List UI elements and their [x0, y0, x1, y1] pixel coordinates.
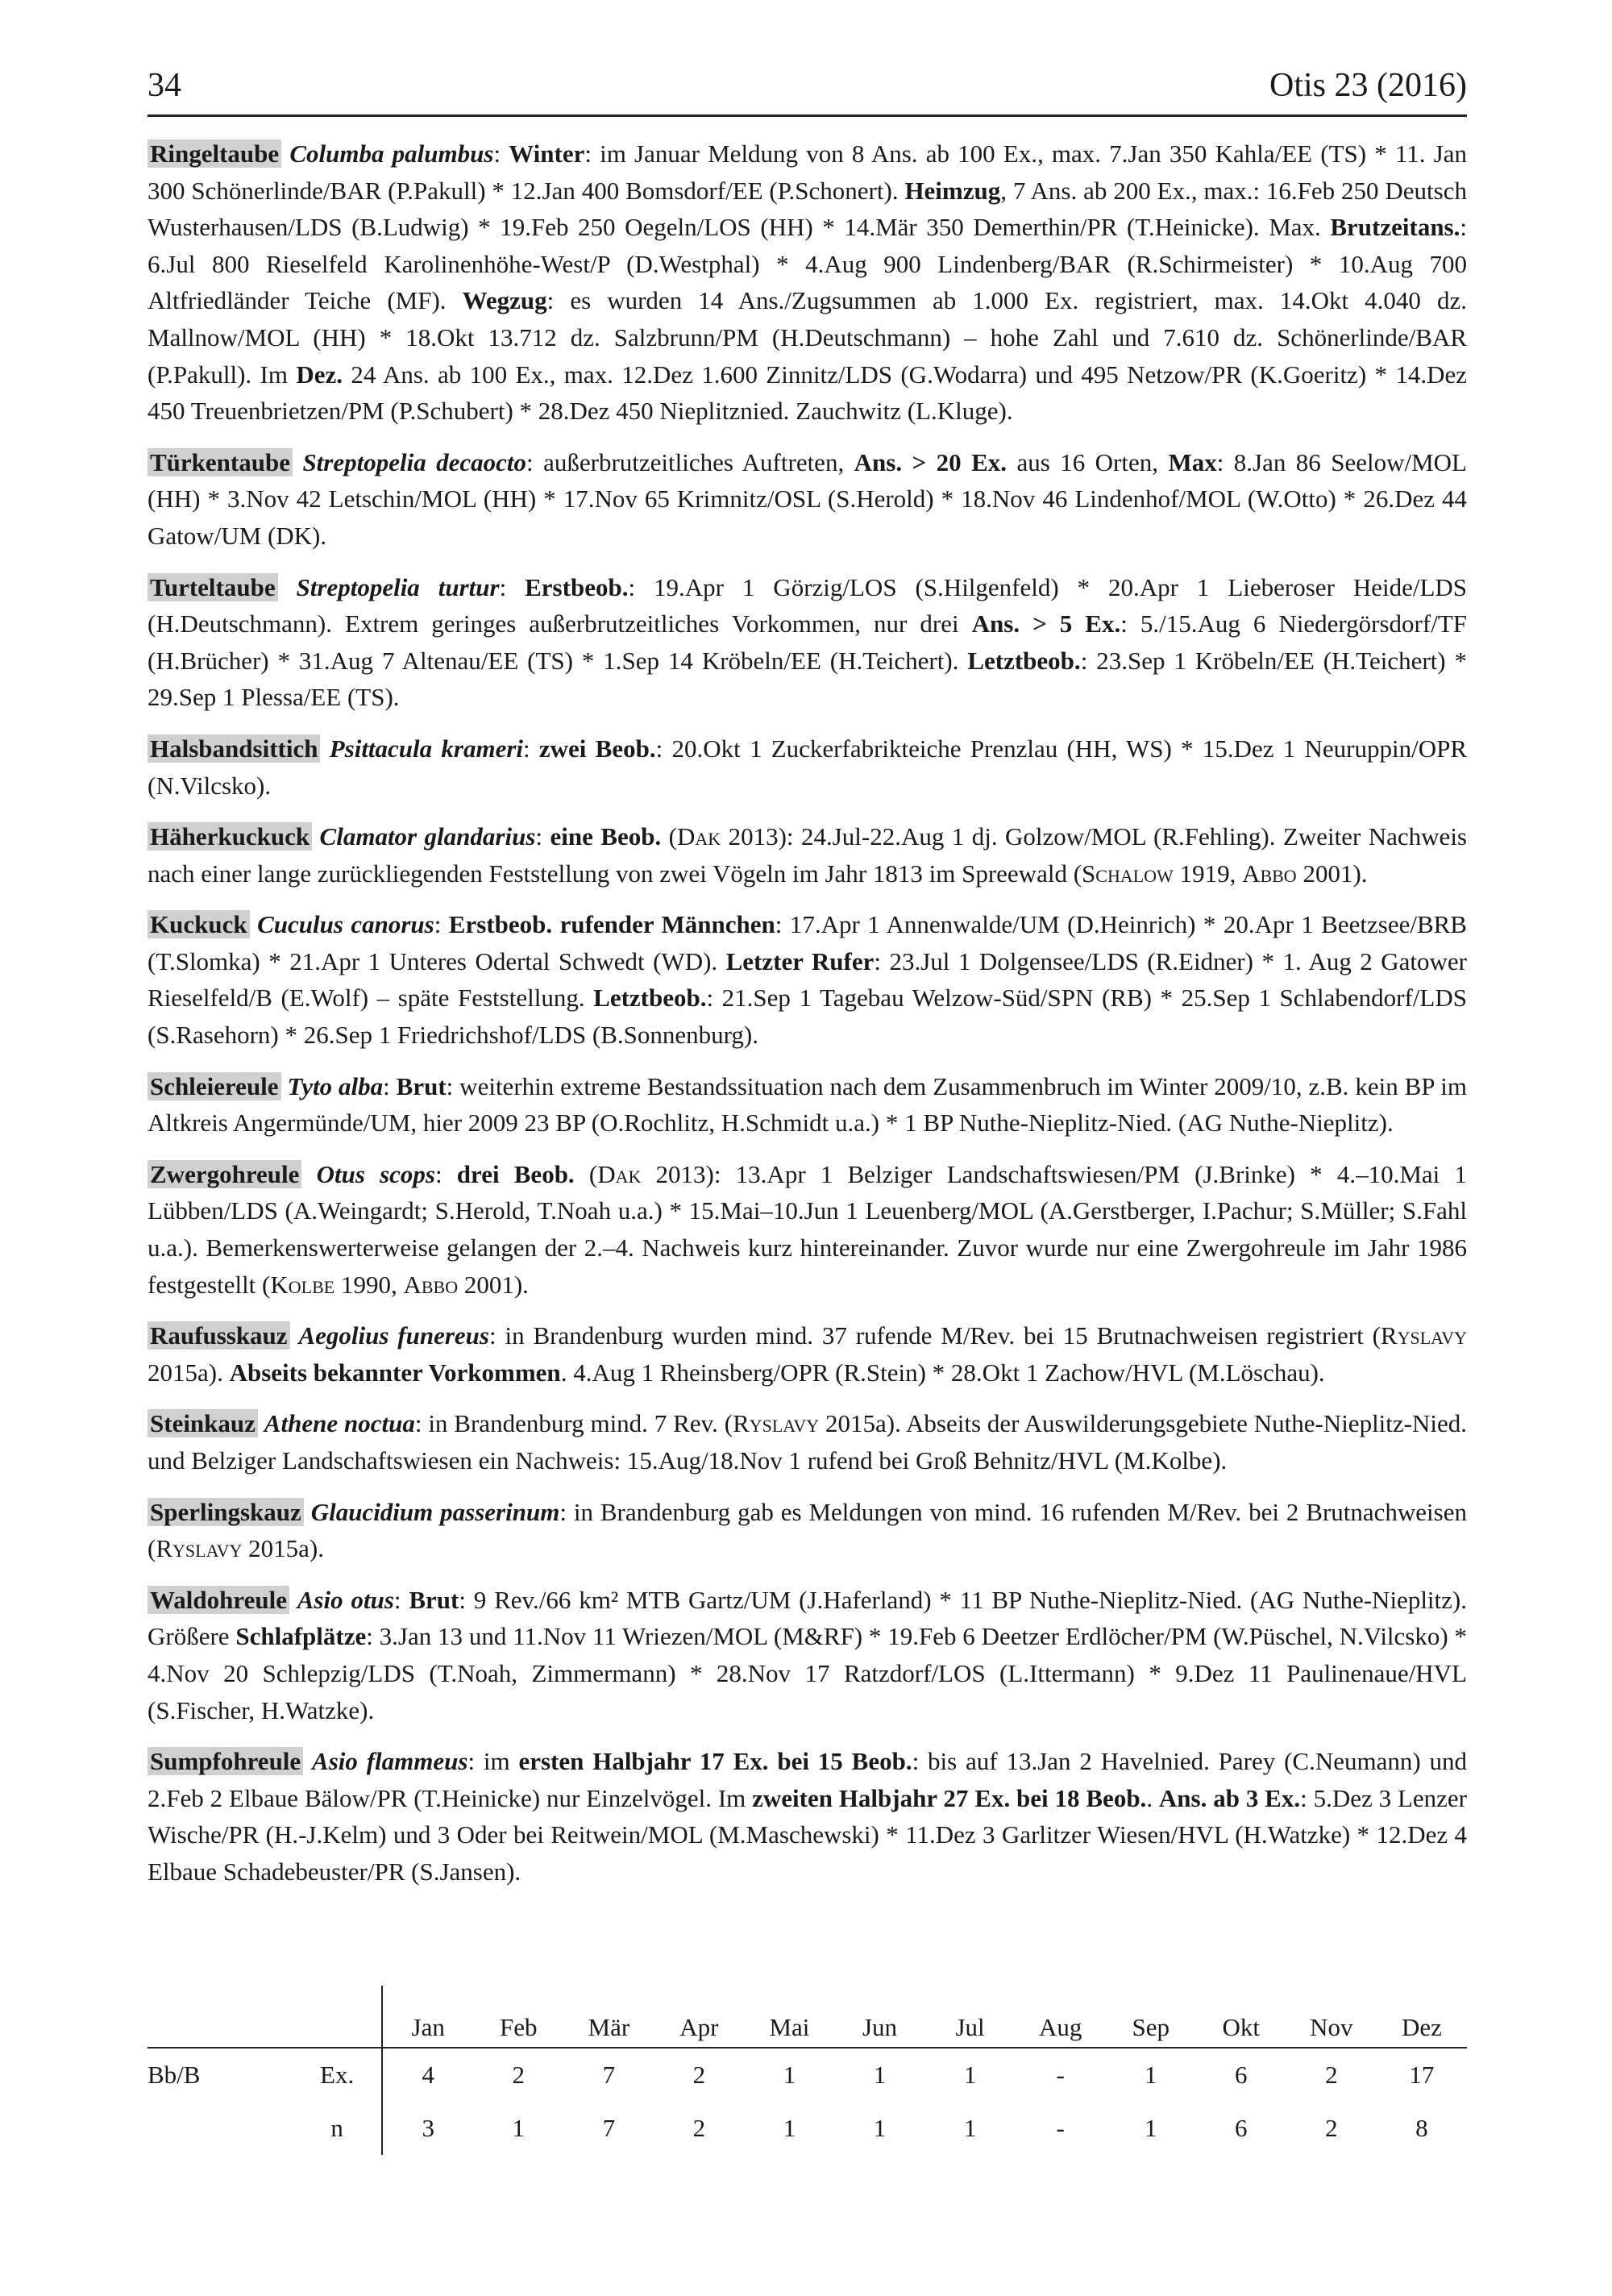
month-header: Jul	[925, 1986, 1016, 2048]
entry-text: : 17.Apr 1 Annenwalde/UM (D.Heinrich) * 20.Apr 1 Beetzsee/BRB (T.Slomka) * 21.Apr 1 Unteres Odertal Schwedt (WD).	[147, 910, 1467, 975]
species-name: Zwergohreule	[147, 1160, 301, 1188]
bold-label: Brut	[409, 1585, 459, 1614]
entry-text: :	[434, 1159, 457, 1188]
table-row	[147, 2048, 1467, 2102]
bold-label: Letztbeob.	[593, 984, 707, 1013]
month-header: Mai	[744, 1986, 834, 2048]
entry-text: 2001).	[458, 1270, 529, 1299]
table-cell: 2	[512, 2061, 526, 2089]
entry-text: :	[523, 734, 539, 763]
species-entry	[147, 1405, 1467, 1479]
entry-text: 2015a). Abseits der Auswilderungsgebiete Nuthe-Nieplitz-Nied. und Belziger Landschaftswiesen ein Nachweis: 15.Aug/18.Nov 1 rufend bei Groß Behnitz/HVL (M.Kolbe).	[147, 1409, 1467, 1475]
table-corner	[147, 1986, 293, 2048]
bold-label: Erstbeob.	[525, 572, 629, 601]
page-number: 34	[147, 67, 181, 104]
table-cell: 6	[1235, 2061, 1248, 2089]
entry-text: : in Brandenburg wurden mind. 37 rufende M/Rev. bei 15 Brutnachweisen registriert (	[489, 1321, 1381, 1350]
table-cell: 7	[602, 2114, 616, 2142]
species-name: Steinkauz	[147, 1409, 258, 1437]
species-entry	[147, 730, 1467, 804]
table-cell: 1	[783, 2061, 796, 2089]
table-cell: -	[1056, 2061, 1065, 2089]
bold-label: drei Beob.	[456, 1159, 575, 1188]
journal-title: Otis 23 (2016)	[1269, 67, 1467, 104]
table-cell: 17	[1409, 2061, 1435, 2089]
bold-label: Abseits bekannter Vorkommen	[229, 1358, 561, 1387]
scientific-name: Streptopelia turtur	[296, 572, 500, 601]
table-cell: 1	[1144, 2061, 1157, 2089]
table-cell: 2	[692, 2061, 706, 2089]
species-accounts	[147, 135, 1467, 1905]
species-entry	[147, 818, 1467, 892]
bold-label: Letztbeob.	[967, 646, 1081, 675]
citation-author: Abbo	[1242, 859, 1297, 888]
entry-text: :	[493, 139, 509, 168]
bold-label: Erstbeob. rufender Männchen	[448, 910, 775, 939]
scientific-name: Aegolius funereus	[298, 1321, 489, 1350]
entry-text: : 8.Jan 86 Seelow/MOL (HH) * 3.Nov 42 Letschin/MOL (HH) * 17.Nov 65 Krimnitz/OSL (S.Herold) * 18.Nov 46 Lindenhof/MOL (W.Otto) * 26.Dez 44 Gatow/UM (DK).	[147, 447, 1467, 550]
entry-text: 2001).	[1296, 859, 1368, 888]
citation-author: Dak	[597, 1159, 642, 1188]
species-name: Türkentaube	[147, 448, 293, 476]
citation-author: Dak	[676, 822, 721, 851]
table-cell: 4	[422, 2061, 434, 2089]
month-header: Dez	[1377, 1986, 1467, 2048]
species-entry	[147, 906, 1467, 1053]
bold-label: Brut	[396, 1071, 447, 1100]
bold-label: Schlafplätze	[235, 1622, 367, 1651]
month-header: Apr	[654, 1986, 744, 2048]
row-unit: n	[293, 2102, 382, 2155]
month-header: Nov	[1286, 1986, 1377, 2048]
row-region: Bb/B	[147, 2061, 201, 2089]
species-entry	[147, 444, 1467, 555]
bold-label: Heimzug	[904, 176, 1001, 205]
bold-label: zweiten Halbjahr 27 Ex. bei 18 Beob.	[752, 1783, 1147, 1812]
species-entry	[147, 1582, 1467, 1728]
entry-text: : 5.Dez 3 Lenzer Wische/PR (H.-J.Kelm) und 3 Oder bei Reitwein/MOL (M.Maschewski) * 11.Dez 3 Garlitzer Wiesen/HVL (H.Watzke) * 12.Dez 4 Elbaue Schadebeuster/PR (S.Jansen).	[147, 1783, 1467, 1886]
species-name: Waldohreule	[147, 1586, 289, 1614]
entry-text: :	[393, 1585, 409, 1614]
scientific-name: Glaucidium passerinum	[310, 1497, 560, 1526]
scientific-name: Tyto alba	[287, 1071, 384, 1100]
entry-text: : 5./15.Aug 6 Niedergörsdorf/TF (H.Brücher) * 31.Aug 7 Altenau/EE (TS) * 1.Sep 14 Kröbeln/EE (H.Teichert).	[147, 609, 1467, 675]
month-header: Aug	[1016, 1986, 1106, 2048]
scientific-name: Clamator glandarius	[319, 822, 536, 851]
entry-text: : in Brandenburg gab es Meldungen von mind. 16 rufenden M/Rev. bei 2 Brutnachweisen (	[147, 1497, 1467, 1563]
table-cell: 1	[963, 2061, 977, 2089]
entry-text: : 20.Okt 1 Zuckerfabrikteiche Prenzlau (HH, WS) * 15.Dez 1 Neuruppin/OPR (N.Vilcsko).	[147, 734, 1467, 800]
entry-text: : außerbrutzeitliches Auftreten,	[526, 447, 854, 476]
scientific-name: Cuculus canorus	[257, 910, 434, 939]
table-cell: 8	[1415, 2114, 1428, 2142]
citation-author: Kolbe	[270, 1270, 335, 1299]
bold-label: Ans. ab 3 Ex.	[1158, 1783, 1301, 1812]
table-row	[147, 2102, 1467, 2155]
entry-text: :	[383, 1071, 397, 1100]
entry-text: : 23.Sep 1 Kröbeln/EE (H.Teichert) * 29.Sep 1 Plessa/EE (TS).	[147, 646, 1467, 712]
entry-text: : in Brandenburg mind. 7 Rev. (	[414, 1409, 733, 1438]
species-entry	[147, 569, 1467, 716]
month-header: Sep	[1106, 1986, 1196, 2048]
entry-text: 1990,	[334, 1270, 404, 1299]
table-cell: 1	[873, 2114, 887, 2142]
table-corner-unit	[293, 1986, 382, 2048]
citation-author: Abbo	[403, 1270, 459, 1299]
entry-text: : 23.Jul 1 Dolgensee/LDS (R.Eidner) * 1. Aug 2 Gatower Rieselfeld/B (E.Wolf) – späte Feststellung.	[147, 946, 1467, 1013]
species-name: Häherkuckuck	[147, 822, 312, 851]
entry-text: :	[499, 572, 526, 601]
scientific-name: Asio flammeus	[312, 1747, 468, 1776]
species-name: Kuckuck	[147, 910, 250, 938]
entry-text: :	[434, 910, 449, 939]
species-name: Sperlingskauz	[147, 1498, 304, 1526]
table-cell: 1	[512, 2114, 526, 2142]
entry-text: : weiterhin extreme Bestandssituation nach dem Zusammenbruch im Winter 2009/10, z.B. kein BP im Altkreis Angermünde/UM, hier 2009 23 BP (O.Rochlitz, H.Schmidt u.a.) * 1 BP Nuthe-Nieplitz-Nied. (AG Nuthe-Nieplitz).	[147, 1071, 1467, 1138]
bold-label: Ans. > 5 Ex.	[971, 609, 1121, 638]
citation-author: Ryslavy	[733, 1409, 820, 1438]
table-cell: 6	[1235, 2114, 1248, 2142]
entry-text: : im	[467, 1747, 519, 1776]
citation-author: Ryslavy	[1380, 1321, 1467, 1350]
bold-label: Max	[1168, 447, 1217, 476]
month-header: Jan	[382, 1986, 473, 2048]
bold-label: Dez.	[296, 360, 343, 389]
entry-text: 2015a).	[242, 1534, 324, 1563]
scientific-name: Psittacula krameri	[329, 734, 524, 763]
species-entry	[147, 1156, 1467, 1303]
month-header: Jun	[834, 1986, 924, 2048]
scientific-name: Columba palumbus	[289, 139, 494, 168]
entry-text: 2013): 13.Apr 1 Belziger Landschaftswiesen/PM (J.Brinke) * 4.–10.Mai 1 Lübben/LDS (A.Weingardt; S.Herold, T.Noah u.a.) * 15.Mai–10.Jun 1 Leuenberg/MOL (A.Gerstberger, I.Pachur; S.Müller; S.Fahl u.a.). Bemerkenswerterweise gelangen der 2.–4. Nachweis kurz hintereinander. Zuvor wurde nur eine Zwergohreule im Jahr 1986 festgestellt (	[147, 1159, 1467, 1299]
table-cell: 1	[873, 2061, 887, 2089]
species-name: Halsbandsittich	[147, 734, 320, 763]
table-header-row	[147, 1986, 1467, 2048]
table-cell: 2	[1325, 2114, 1338, 2142]
table-cell: -	[1056, 2114, 1065, 2142]
month-header: Okt	[1196, 1986, 1286, 2048]
species-name: Raufusskauz	[147, 1321, 290, 1350]
species-entry	[147, 1317, 1467, 1391]
bold-label: Brutzeitans.	[1330, 213, 1460, 242]
entry-text: 2015a).	[147, 1358, 230, 1387]
species-entry	[147, 1494, 1467, 1567]
table-cell: 2	[692, 2114, 706, 2142]
entry-text: (	[661, 822, 677, 851]
citation-author: Ryslavy	[156, 1534, 243, 1563]
table-cell: 3	[422, 2114, 434, 2142]
species-name: Ringeltaube	[147, 139, 281, 168]
entry-text: : 3.Jan 13 und 11.Nov 11 Wriezen/MOL (M&RF) * 19.Feb 6 Deetzer Erdlöcher/PM (W.Püschel, N.Vilcsko) * 4.Nov 20 Schlepzig/LDS (T.Noah, Zimmermann) * 28.Nov 17 Ratzdorf/LOS (L.Ittermann) * 9.Dez 11 Paulinenaue/HVL (S.Fischer, H.Watzke).	[147, 1622, 1467, 1724]
table-cell: 7	[602, 2061, 616, 2089]
entry-text: : 9 Rev./66 km² MTB Gartz/UM (J.Haferland) * 11 BP Nuthe-Nieplitz-Nied. (AG Nuthe-Nieplitz). Größere	[147, 1585, 1467, 1651]
table-cell: 2	[1325, 2061, 1338, 2089]
entry-text: : bis auf 13.Jan 2 Havelnied. Parey (C.Neumann) und 2.Feb 2 Elbaue Bälow/PR (T.Heinicke) nur Einzelvögel. Im	[147, 1747, 1468, 1812]
entry-text: 24 Ans. ab 100 Ex., max. 12.Dez 1.600 Zinnitz/LDS (G.Wodarra) und 495 Netzow/PR (K.Goeritz) * 14.Dez 450 Treuenbrietzen/PM (P.Schubert) * 28.Dez 450 Nieplitznied. Zauchwitz (L.Kluge).	[147, 360, 1467, 426]
entry-text: , 7 Ans. ab 200 Ex., max.: 16.Feb 250 Deutsch Wusterhausen/LDS (B.Ludwig) * 19.Feb 250 Oegeln/LOS (HH) * 14.Mär 350 Demerthin/PR (T.Heinicke). Max.	[147, 176, 1467, 242]
scientific-name: Otus scops	[316, 1159, 435, 1188]
entry-text: (	[574, 1159, 598, 1188]
entry-text: : 6.Jul 800 Rieselfeld Karolinenhöhe-West/P (D.Westphal) * 4.Aug 900 Lindenberg/BAR (R.Schirmeister) * 10.Aug 700 Altfriedländer Teiche (MF).	[147, 213, 1467, 315]
scientific-name: Streptopelia decaocto	[302, 447, 527, 476]
month-header: Mär	[563, 1986, 654, 2048]
species-entry	[147, 135, 1467, 430]
page-header	[147, 66, 1467, 117]
species-name: Turteltaube	[147, 573, 278, 601]
species-name: Schleiereule	[147, 1072, 281, 1100]
bold-label: Winter	[509, 139, 585, 168]
table-cell: 1	[783, 2114, 796, 2142]
entry-text: : 19.Apr 1 Görzig/LOS (S.Hilgenfeld) * 20.Apr 1 Lieberoser Heide/LDS (H.Deutschmann). Extrem geringes außerbrutzeitliches Vorkommen, nur drei	[147, 572, 1468, 638]
entry-text: :	[535, 822, 550, 851]
species-entry	[147, 1743, 1467, 1890]
entry-text: .	[1146, 1783, 1159, 1812]
entry-text: 2013): 24.Jul-22.Aug 1 dj. Golzow/MOL (R.Fehling). Zweiter Nachweis nach einer lange zurückliegenden Feststellung von zwei Vögeln im Jahr 1813 im Spreewald (	[147, 822, 1467, 888]
scientific-name: Athene noctua	[264, 1409, 415, 1438]
row-unit: Ex.	[293, 2048, 382, 2102]
table-cell: 1	[1144, 2114, 1157, 2142]
entry-text: : 21.Sep 1 Tagebau Welzow-Süd/SPN (RB) * 25.Sep 1 Schlabendorf/LDS (S.Rasehorn) * 26.Sep 1 Friedrichshof/LDS (B.Sonnenburg).	[147, 984, 1467, 1050]
table-cell: 1	[963, 2114, 977, 2142]
entry-text: . 4.Aug 1 Rheinsberg/OPR (R.Stein) * 28.Okt 1 Zachow/HVL (M.Löschau).	[560, 1358, 1325, 1387]
entry-text: aus 16 Orten,	[1007, 447, 1169, 476]
bold-label: zwei Beob.	[538, 734, 656, 763]
monthly-stats-table	[147, 1986, 1467, 2155]
species-entry	[147, 1068, 1467, 1142]
entry-text: : es wurden 14 Ans./Zugsummen ab 1.000 Ex. registriert, max. 14.Okt 4.040 dz. Mallnow/MOL (HH) * 18.Okt 13.712 dz. Salzbrunn/PM (H.Deutschmann) – hohe Zahl und 7.610 dz. Schönerlinde/BAR (P.Pakull). Im	[147, 286, 1468, 389]
bold-label: Ans. > 20 Ex.	[854, 447, 1008, 476]
species-name: Sumpfohreule	[147, 1747, 303, 1775]
entry-text: 1919,	[1173, 859, 1243, 888]
citation-author: Schalow	[1082, 859, 1174, 888]
bold-label: ersten Halbjahr 17 Ex. bei 15 Beob.	[518, 1747, 912, 1776]
bold-label: Letzter Rufer	[725, 946, 875, 975]
entry-text: : im Januar Meldung von 8 Ans. ab 100 Ex., max. 7.Jan 350 Kahla/EE (TS) * 11. Jan 300 Schönerlinde/BAR (P.Pakull) * 12.Jan 400 Bomsdorf/EE (P.Schonert).	[147, 139, 1468, 205]
bold-label: eine Beob.	[550, 822, 662, 851]
row-region	[147, 2102, 293, 2155]
scientific-name: Asio otus	[297, 1585, 394, 1614]
bold-label: Wegzug	[462, 286, 547, 315]
month-header: Feb	[473, 1986, 563, 2048]
